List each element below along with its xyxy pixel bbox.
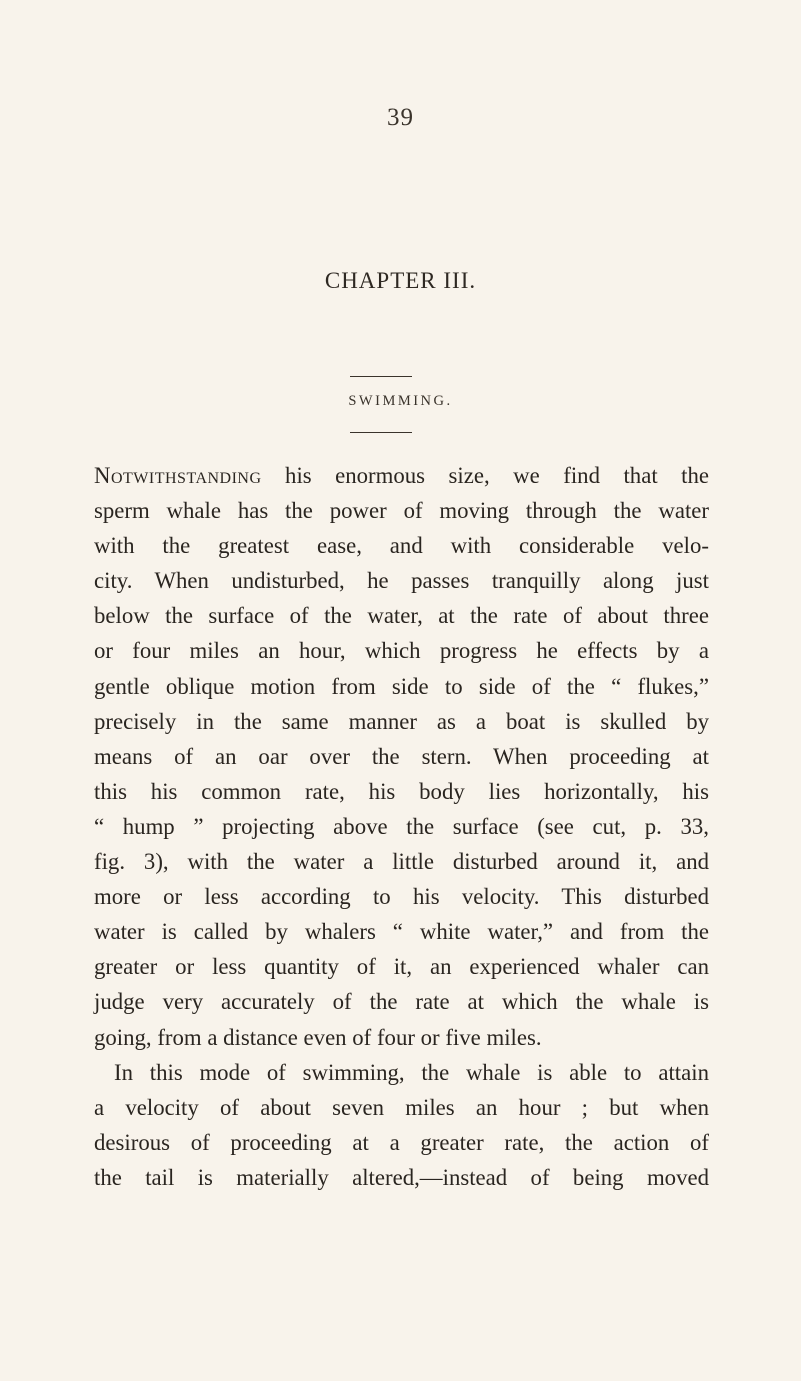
text-line: the tail is materially altered,—instead of being moved [94, 1164, 709, 1190]
lead-word: Notwithstanding [94, 463, 262, 488]
text-line: going, from a distance even of four or five miles. [94, 1024, 542, 1050]
chapter-title: CHAPTER III. [324, 268, 477, 293]
text-line: water is called by whalers “ white water,” and from the [94, 919, 709, 945]
text-line: a velocity of about seven miles an hour ; but when [94, 1094, 709, 1120]
text-line: means of an oar over the stern. When proceeding at [94, 743, 709, 769]
text-line: greater or less quantity of it, an experienced whaler can [94, 954, 709, 980]
text-line: “ hump ” projecting above the surface (see cut, p. 33, [94, 813, 709, 839]
page-number: 39 [387, 104, 414, 131]
section-title: SWIMMING. [348, 393, 453, 409]
text-line: In this mode of swimming, the whale is able to attain [114, 1059, 709, 1085]
text-line-content: his enormous size, we find that the [261, 463, 709, 488]
text-line: fig. 3), with the water a little disturbed around it, and [94, 849, 709, 875]
text-line: city. When undisturbed, he passes tranquilly along just [94, 568, 709, 594]
text-line: gentle oblique motion from side to side of the “ flukes,” [94, 673, 709, 699]
text-line: below the surface of the water, at the rate of about three [94, 603, 709, 629]
body-paragraph [94, 458, 709, 1195]
text-line: more or less according to his velocity. This disturbed [94, 884, 709, 910]
text-line [94, 458, 709, 493]
text-line: with the greatest ease, and with considerable velo- [94, 533, 709, 559]
section-rule-top [350, 376, 412, 377]
text-line: sperm whale has the power of moving through the water [94, 498, 709, 524]
text-line: this his common rate, his body lies horizontally, his [94, 778, 709, 804]
text-line: precisely in the same manner as a boat is skulled by [94, 708, 709, 734]
section-rule-bottom [350, 432, 412, 433]
text-line: judge very accurately of the rate at which the whale is [94, 989, 709, 1015]
text-line: or four miles an hour, which progress he effects by a [94, 638, 709, 664]
text-line: desirous of proceeding at a greater rate, the action of [94, 1129, 709, 1155]
